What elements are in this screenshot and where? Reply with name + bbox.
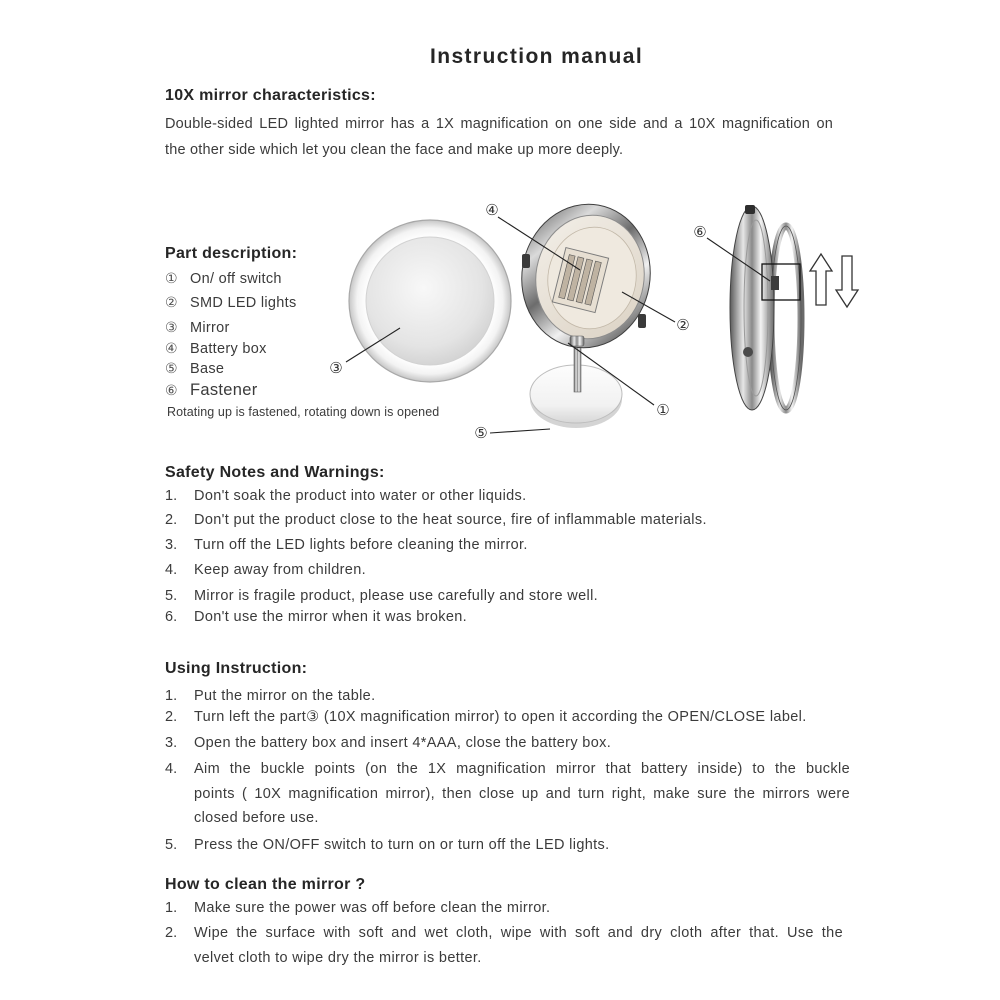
usage-item — [165, 734, 611, 752]
callout-label: ② — [676, 316, 690, 334]
callout-label: ⑤ — [474, 424, 488, 442]
safety-item — [165, 536, 528, 554]
page-title: Instruction manual — [430, 45, 644, 68]
part-item — [165, 319, 230, 337]
parts-heading: Part description: — [165, 245, 298, 262]
list-text-line: points ( 10X magnification mirror), then close up and turn right, make sure the mirrors were — [194, 785, 850, 802]
pivot-right — [638, 314, 646, 328]
part-number: ② — [165, 295, 178, 311]
part-number: ⑥ — [165, 383, 178, 399]
fastener-note: Rotating up is fastened, rotating down is opened — [167, 405, 440, 419]
list-text-block — [194, 757, 850, 831]
arrow-down-icon — [836, 256, 858, 307]
list-text: Make sure the power was off before clean the mirror. — [194, 900, 551, 916]
list-text: Keep away from children. — [194, 562, 367, 578]
part-item — [165, 270, 282, 288]
callout-label: ④ — [485, 201, 499, 219]
usage-item — [165, 687, 375, 705]
safety-item — [165, 487, 527, 505]
list-number: 5. — [165, 837, 178, 853]
part-label: Mirror — [190, 320, 230, 336]
open-mirror-image — [510, 194, 661, 428]
usage-item — [165, 708, 807, 726]
list-number: 1. — [165, 900, 178, 916]
part-number: ① — [165, 271, 178, 287]
part-item — [165, 340, 267, 358]
usage-item — [165, 836, 610, 854]
side-top-knob — [745, 205, 755, 214]
side-view-image — [730, 205, 801, 410]
part-label: SMD LED lights — [190, 295, 297, 311]
callout-label: ① — [656, 401, 670, 419]
part-label: On/ off switch — [190, 271, 282, 287]
side-housing — [730, 206, 774, 410]
usage-heading: Using Instruction: — [165, 660, 308, 677]
list-text-line: Wipe the surface with soft and wet cloth, wipe with soft and dry cloth after that. Use the — [194, 925, 843, 941]
callout-base — [474, 424, 550, 442]
safety-heading: Safety Notes and Warnings: — [165, 464, 385, 481]
list-text: Mirror is fragile product, please use carefully and store well. — [194, 588, 599, 604]
list-number: 6. — [165, 609, 178, 625]
list-text-block — [194, 921, 843, 971]
characteristics-line-2: the other side which let you clean the face and make up more deeply. — [165, 142, 624, 158]
characteristics-heading: 10X mirror characteristics: — [165, 87, 376, 104]
list-number: 2. — [165, 512, 178, 528]
part-label: Fastener — [190, 381, 258, 399]
part-number: ⑤ — [165, 361, 178, 377]
part-item — [165, 380, 258, 401]
list-text: Turn left the part③ (10X magnification mirror) to open it according the OPEN/CLOSE label. — [194, 709, 807, 725]
safety-item — [165, 587, 598, 605]
arrow-up-icon — [810, 254, 832, 305]
characteristics-line-1: Double-sided LED lighted mirror has a 1X magnification on one side and a 10X magnification on — [165, 116, 833, 132]
part-number: ③ — [165, 320, 178, 336]
list-text: Don't put the product close to the heat source, fire of inflammable materials. — [194, 512, 707, 528]
front-mirror-glass — [366, 237, 494, 365]
list-number: 1. — [165, 688, 178, 704]
list-text-line: velvet cloth to wipe dry the mirror is better. — [194, 950, 482, 966]
side-switch — [743, 347, 753, 357]
list-text: Turn off the LED lights before cleaning the mirror. — [194, 537, 528, 553]
list-number: 1. — [165, 488, 178, 504]
list-text: Put the mirror on the table. — [194, 688, 376, 704]
safety-item — [165, 561, 366, 579]
list-number: 4. — [165, 761, 178, 777]
front-mirror-image — [349, 220, 511, 382]
list-number: 3. — [165, 735, 178, 751]
list-text-line: Aim the buckle points (on the 1X magnification mirror that battery inside) to the buckle — [194, 761, 850, 777]
fastener-clip — [771, 276, 779, 290]
pivot-left — [522, 254, 530, 268]
part-label: Battery box — [190, 341, 267, 357]
callout-label: ⑥ — [693, 223, 707, 241]
safety-item — [165, 608, 467, 626]
list-number: 2. — [165, 925, 178, 941]
part-item — [165, 294, 297, 312]
list-text: Don't soak the product into water or other liquids. — [194, 488, 527, 504]
cleaning-heading: How to clean the mirror ? — [165, 876, 366, 893]
list-number: 2. — [165, 709, 178, 725]
part-number: ④ — [165, 341, 178, 357]
safety-item — [165, 511, 707, 529]
list-text: Press the ON/OFF switch to turn on or turn off the LED lights. — [194, 837, 610, 853]
cleaning-item — [165, 899, 550, 917]
list-text: Don't use the mirror when it was broken. — [194, 609, 468, 625]
side-mirror-ring-edge — [771, 226, 801, 410]
list-text-line: closed before use. — [194, 810, 319, 826]
list-number: 5. — [165, 588, 178, 604]
part-label: Base — [190, 361, 225, 377]
part-item — [165, 360, 224, 378]
list-number: 3. — [165, 537, 178, 553]
list-number: 4. — [165, 562, 178, 578]
switch-connector — [570, 336, 584, 346]
list-text: Open the battery box and insert 4*AAA, close the battery box. — [194, 735, 612, 751]
callout-label: ③ — [329, 359, 343, 377]
